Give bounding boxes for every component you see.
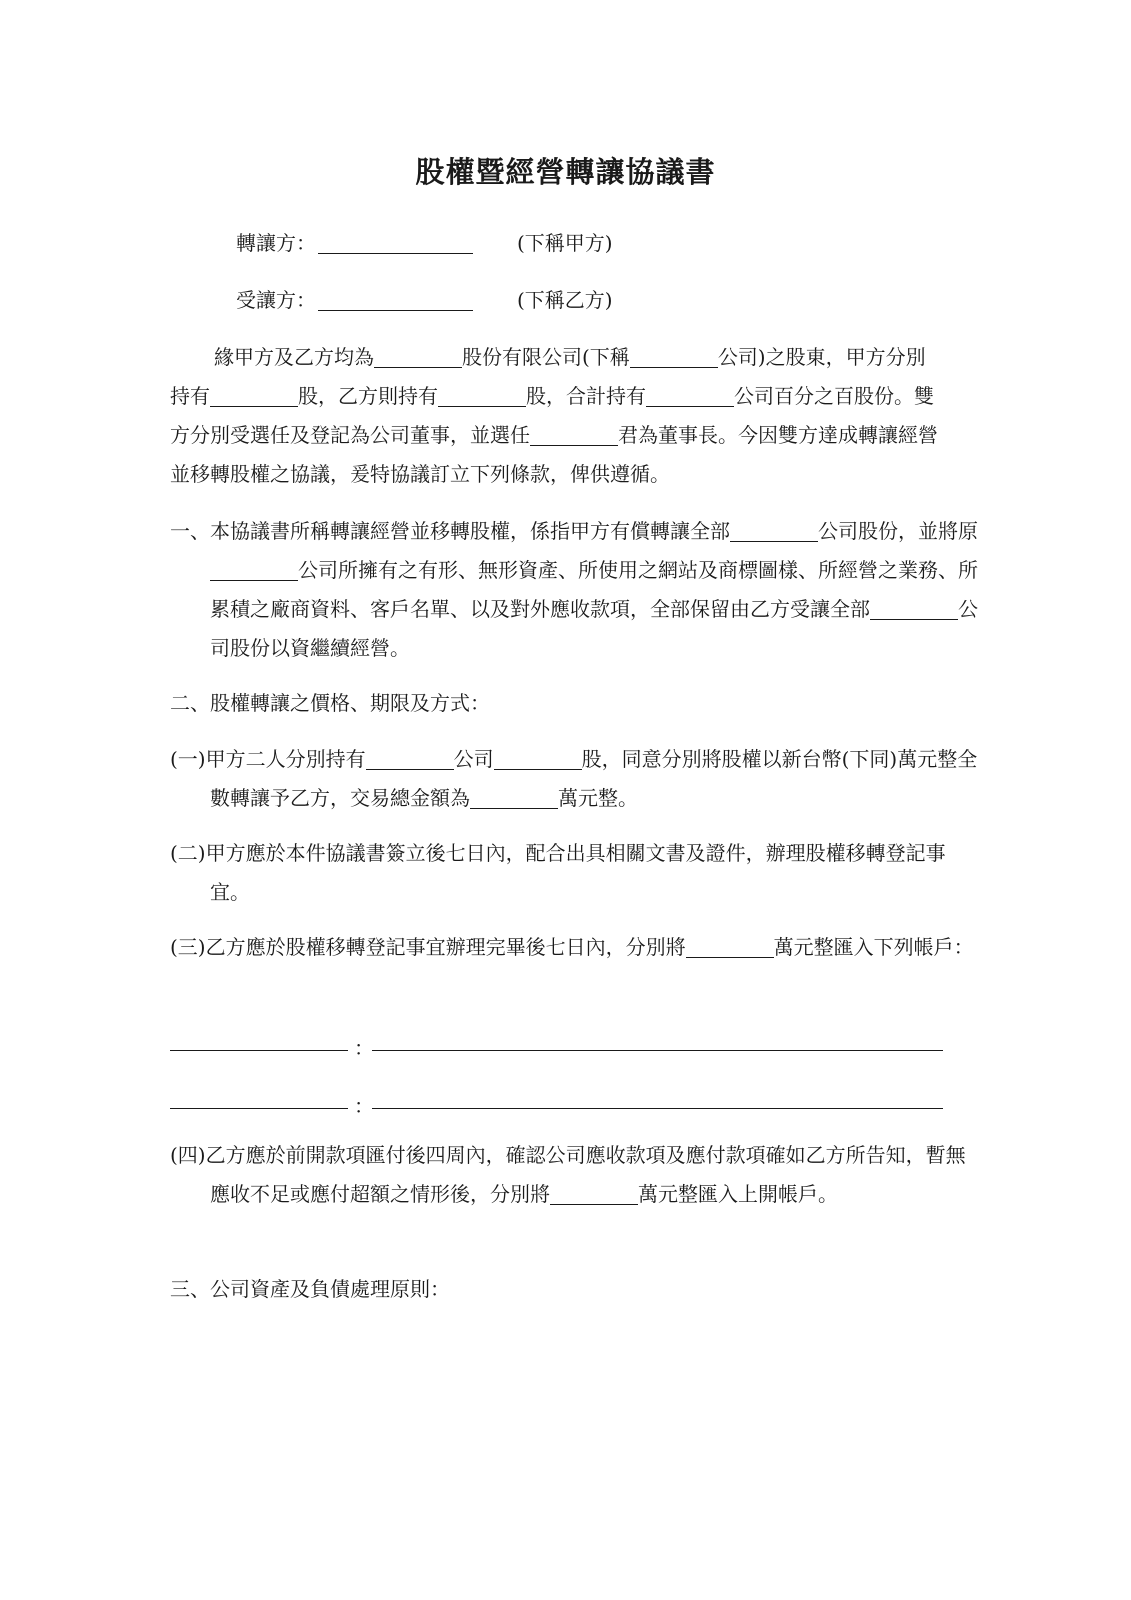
- transferee-label: 受讓方：: [236, 288, 316, 312]
- account-number-blank[interactable]: [372, 1050, 943, 1051]
- account-row-1: [170, 1028, 943, 1058]
- blank-field[interactable]: [730, 517, 818, 542]
- blank-field[interactable]: [470, 784, 558, 809]
- blank-field[interactable]: [494, 745, 582, 770]
- blank-field[interactable]: [550, 1180, 638, 1205]
- blank-field[interactable]: [646, 382, 734, 407]
- account-name-blank[interactable]: [170, 1050, 348, 1051]
- blank-field[interactable]: [438, 382, 526, 407]
- clause-3-heading: 三、公司資產及負債處理原則：: [170, 1277, 450, 1301]
- transferee-line: [236, 285, 613, 315]
- account-row-2: [170, 1086, 943, 1116]
- transferor-label: 轉讓方：: [236, 231, 316, 255]
- transferor-line: [236, 228, 613, 258]
- transferor-blank[interactable]: [318, 231, 473, 254]
- transferee-blank[interactable]: [318, 288, 473, 311]
- account-number-blank[interactable]: [372, 1108, 943, 1109]
- blank-field[interactable]: [686, 933, 774, 958]
- intro-paragraph: 緣甲方及乙方均為 股份有限公司(下稱 公司)之股東，甲方分別持有 股，乙方則持有 股，合計持有 公司百分之百股份。雙方分別受選任及登記為公司董事，並選任 君為董事長。今因雙方達成轉讓經營並移轉股權之協議，爰特協議訂立下列條款，俾供遵循。: [170, 345, 938, 486]
- blank-field[interactable]: [630, 343, 718, 368]
- clause-2-item-4: (四)乙方應於前開款項匯付後四周內，確認公司應收款項及應付款項確如乙方所告知，暫無應收不足或應付超額之情形後，分別將 萬元整匯入上開帳戶。: [170, 1143, 966, 1206]
- account-colon: ：: [354, 1036, 374, 1060]
- blank-field[interactable]: [366, 745, 454, 770]
- clause-2-heading: 二、股權轉讓之價格、期限及方式：: [170, 691, 490, 715]
- document-title: 股權暨經營轉讓協議書: [415, 155, 716, 189]
- clause-2-item-2: (二)甲方應於本件協議書簽立後七日內，配合出具相關文書及證件，辦理股權移轉登記事宜。: [170, 841, 946, 904]
- transferee-alias: (下稱乙方): [517, 288, 613, 312]
- clause-1: 一、本協議書所稱轉讓經營並移轉股權，係指甲方有償轉讓全部 公司股份，並將原公司所擁有之有形、無形資產、所使用之網站及商標圖樣、所經營之業務、所累積之廠商資料、客戶名單、以及對外應收款項，全部保留由乙方受讓全部 公司股份以資繼續經營。: [170, 519, 978, 660]
- blank-field[interactable]: [374, 343, 462, 368]
- account-name-blank[interactable]: [170, 1108, 348, 1109]
- blank-field[interactable]: [210, 556, 298, 581]
- transferor-alias: (下稱甲方): [517, 231, 613, 255]
- blank-field[interactable]: [870, 595, 958, 620]
- blank-field[interactable]: [210, 382, 298, 407]
- clause-2-item-3: (三)乙方應於股權移轉登記事宜辦理完畢後七日內，分別將 萬元整匯入下列帳戶：: [170, 935, 974, 959]
- blank-field[interactable]: [530, 421, 618, 446]
- account-colon: ：: [354, 1094, 374, 1118]
- clause-2-item-1: (一)甲方二人分別持有 公司 股，同意分別將股權以新台幣(下同)萬元整全數轉讓予乙方，交易總金額為 萬元整。: [170, 747, 978, 810]
